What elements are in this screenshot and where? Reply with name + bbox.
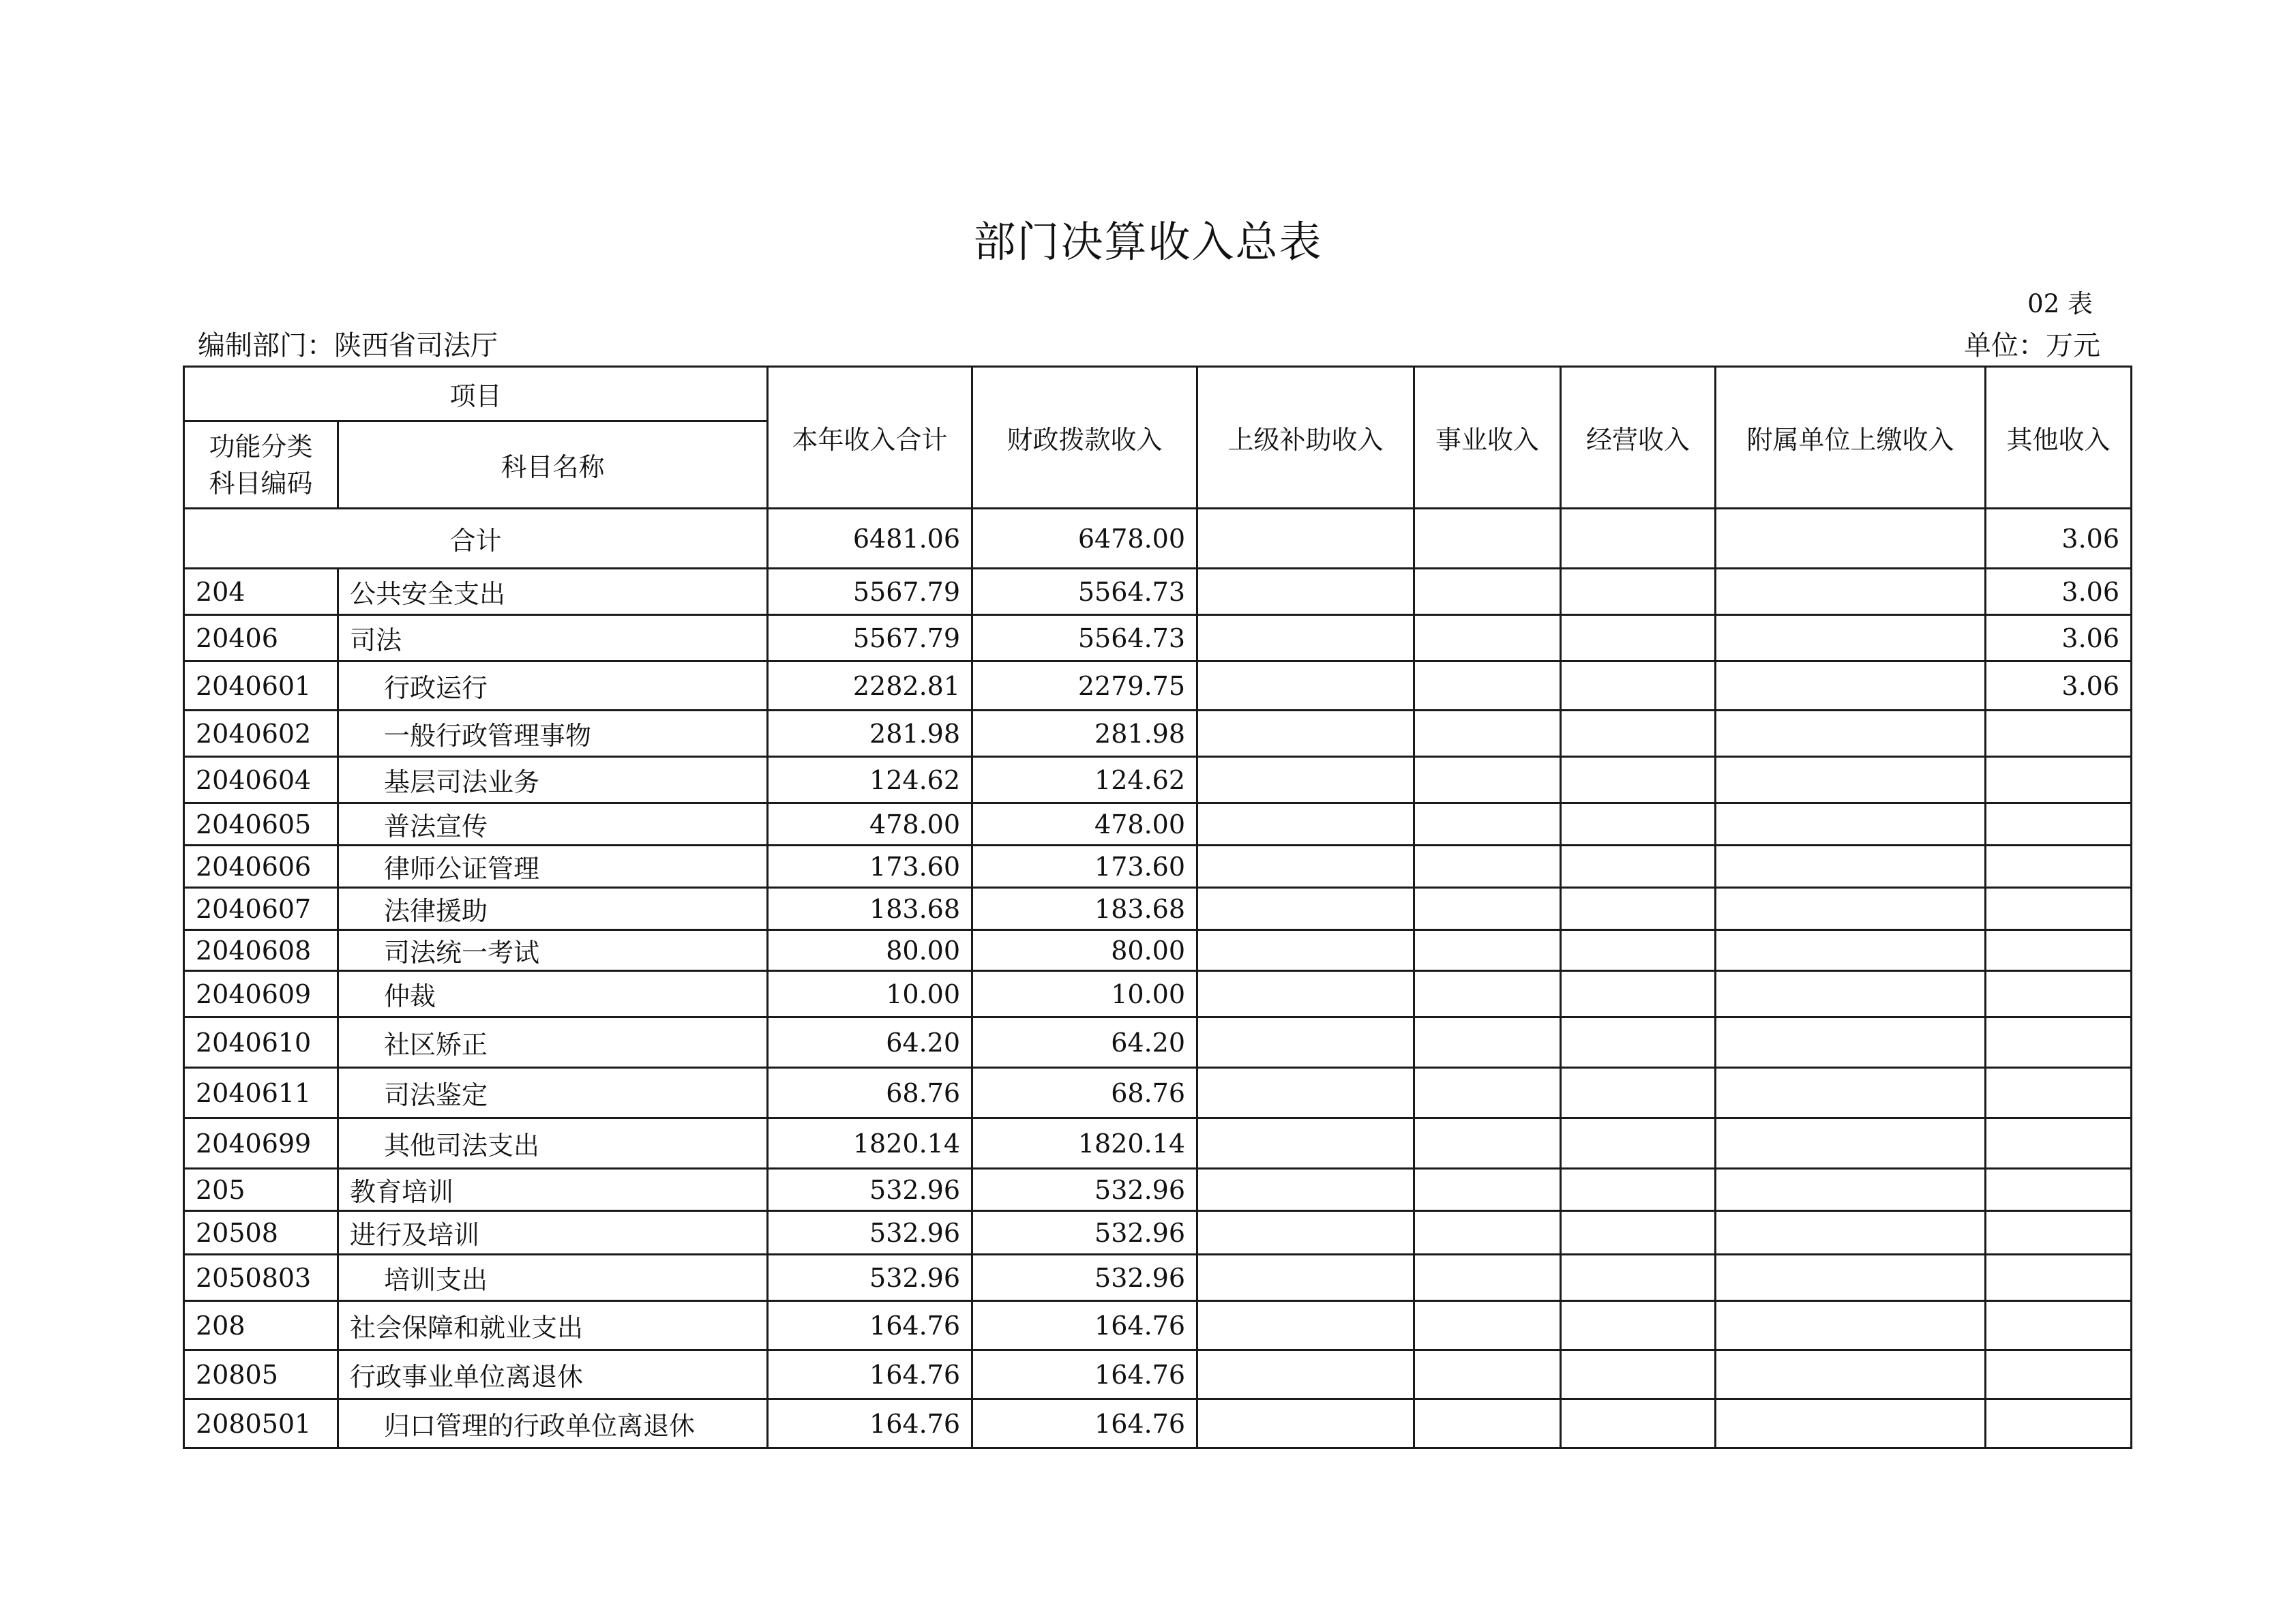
row-code: 2040602 — [184, 711, 338, 757]
row-name: 法律援助 — [338, 888, 768, 930]
unit-label: 单位：万元 — [1964, 330, 2100, 361]
row-cell — [1414, 971, 1561, 1017]
row-cell: 532.96 — [972, 1211, 1197, 1255]
row-cell — [1716, 1255, 1986, 1301]
row-cell — [1561, 615, 1716, 661]
header-subject-name: 科目名称 — [338, 421, 768, 509]
row-name: 进行及培训 — [338, 1211, 768, 1255]
row-cell: 532.96 — [768, 1211, 972, 1255]
row-cell: 164.76 — [972, 1350, 1197, 1399]
row-cell — [1197, 930, 1414, 971]
total-cell — [1414, 509, 1561, 569]
table-row — [184, 569, 2132, 615]
row-cell: 281.98 — [768, 711, 972, 757]
row-cell — [1561, 1255, 1716, 1301]
table-row — [184, 1017, 2132, 1068]
row-code: 2040601 — [184, 661, 338, 711]
total-row — [184, 509, 2132, 569]
row-cell — [1986, 1169, 2132, 1211]
row-code: 205 — [184, 1169, 338, 1211]
header-total-income: 本年收入合计 — [768, 367, 972, 509]
row-name: 社会保障和就业支出 — [338, 1301, 768, 1350]
row-cell — [1197, 1301, 1414, 1350]
row-cell — [1561, 1350, 1716, 1399]
row-cell — [1561, 1068, 1716, 1118]
row-cell — [1414, 661, 1561, 711]
table-row — [184, 1169, 2132, 1211]
row-cell — [1986, 1350, 2132, 1399]
row-cell — [1197, 803, 1414, 846]
row-cell — [1414, 1255, 1561, 1301]
total-cell — [1561, 509, 1716, 569]
row-cell — [1561, 757, 1716, 803]
table-row — [184, 803, 2132, 846]
row-cell: 532.96 — [972, 1255, 1197, 1301]
row-cell — [1716, 971, 1986, 1017]
row-name: 司法统一考试 — [338, 930, 768, 971]
total-cell — [1197, 509, 1414, 569]
row-cell: 5567.79 — [768, 569, 972, 615]
row-cell — [1197, 1169, 1414, 1211]
row-cell — [1561, 1169, 1716, 1211]
row-cell — [1197, 846, 1414, 888]
row-cell — [1414, 1118, 1561, 1169]
row-cell: 80.00 — [768, 930, 972, 971]
row-name: 其他司法支出 — [338, 1118, 768, 1169]
row-cell — [1716, 1301, 1986, 1350]
row-cell — [1197, 971, 1414, 1017]
row-code: 2050803 — [184, 1255, 338, 1301]
row-code: 2040605 — [184, 803, 338, 846]
row-code: 208 — [184, 1301, 338, 1350]
row-cell: 5564.73 — [972, 615, 1197, 661]
row-cell: 1820.14 — [972, 1118, 1197, 1169]
row-cell — [1986, 757, 2132, 803]
row-name: 一般行政管理事物 — [338, 711, 768, 757]
row-cell: 532.96 — [972, 1169, 1197, 1211]
row-name: 司法鉴定 — [338, 1068, 768, 1118]
row-code: 20406 — [184, 615, 338, 661]
row-cell — [1561, 569, 1716, 615]
row-cell: 532.96 — [768, 1169, 972, 1211]
row-cell — [1716, 569, 1986, 615]
row-cell — [1716, 888, 1986, 930]
table-number: 02 表 — [2027, 289, 2093, 318]
row-cell — [1197, 1399, 1414, 1448]
header-other-income: 其他收入 — [1986, 367, 2132, 509]
row-code: 2040604 — [184, 757, 338, 803]
table-row — [184, 971, 2132, 1017]
row-cell — [1986, 930, 2132, 971]
row-code: 2040610 — [184, 1017, 338, 1068]
row-cell — [1197, 1068, 1414, 1118]
row-cell — [1986, 1255, 2132, 1301]
table-row — [184, 1118, 2132, 1169]
row-cell — [1716, 1118, 1986, 1169]
row-cell: 5567.79 — [768, 615, 972, 661]
page-title: 部门决算收入总表 — [973, 217, 1323, 267]
row-cell: 80.00 — [972, 930, 1197, 971]
row-cell — [1716, 930, 1986, 971]
header-item: 项目 — [184, 367, 768, 421]
table-body — [184, 509, 2132, 1448]
row-name: 仲裁 — [338, 971, 768, 1017]
row-name: 社区矫正 — [338, 1017, 768, 1068]
row-cell — [1414, 711, 1561, 757]
row-cell — [1716, 757, 1986, 803]
row-cell — [1197, 757, 1414, 803]
table-row — [184, 757, 2132, 803]
row-cell: 3.06 — [1986, 615, 2132, 661]
row-cell — [1197, 1017, 1414, 1068]
row-cell — [1414, 1350, 1561, 1399]
row-cell — [1414, 1017, 1561, 1068]
row-cell — [1561, 846, 1716, 888]
row-cell — [1716, 615, 1986, 661]
row-cell: 10.00 — [972, 971, 1197, 1017]
total-cell: 3.06 — [1986, 509, 2132, 569]
row-code: 20508 — [184, 1211, 338, 1255]
row-code: 204 — [184, 569, 338, 615]
row-name: 普法宣传 — [338, 803, 768, 846]
row-name: 归口管理的行政单位离退休 — [338, 1399, 768, 1448]
row-cell — [1414, 1211, 1561, 1255]
row-code: 2040611 — [184, 1068, 338, 1118]
total-cell — [1716, 509, 1986, 569]
row-cell — [1986, 971, 2132, 1017]
row-cell — [1414, 846, 1561, 888]
row-cell: 478.00 — [768, 803, 972, 846]
row-code: 2040608 — [184, 930, 338, 971]
row-cell — [1197, 661, 1414, 711]
row-cell: 183.68 — [768, 888, 972, 930]
row-cell: 10.00 — [768, 971, 972, 1017]
row-cell — [1716, 661, 1986, 711]
row-cell — [1716, 846, 1986, 888]
row-cell: 173.60 — [768, 846, 972, 888]
row-name: 教育培训 — [338, 1169, 768, 1211]
table-row — [184, 1068, 2132, 1118]
row-cell — [1716, 1350, 1986, 1399]
row-cell — [1414, 1169, 1561, 1211]
row-cell — [1986, 1068, 2132, 1118]
header-function-code-line2: 科目编码 — [209, 468, 313, 498]
row-cell — [1414, 888, 1561, 930]
row-cell — [1986, 1017, 2132, 1068]
header-fiscal-appropriation: 财政拨款收入 — [972, 367, 1197, 509]
row-code: 20805 — [184, 1350, 338, 1399]
row-code: 2040606 — [184, 846, 338, 888]
row-cell: 281.98 — [972, 711, 1197, 757]
row-cell: 2282.81 — [768, 661, 972, 711]
header-superior-subsidy: 上级补助收入 — [1197, 367, 1414, 509]
row-name: 律师公证管理 — [338, 846, 768, 888]
row-cell: 164.76 — [768, 1350, 972, 1399]
row-cell — [1561, 971, 1716, 1017]
table-row — [184, 930, 2132, 971]
row-cell — [1197, 1255, 1414, 1301]
header-business-income: 事业收入 — [1414, 367, 1561, 509]
row-cell — [1414, 1301, 1561, 1350]
row-name: 行政运行 — [338, 661, 768, 711]
total-cell: 6481.06 — [768, 509, 972, 569]
row-cell: 5564.73 — [972, 569, 1197, 615]
row-cell — [1986, 1211, 2132, 1255]
row-cell — [1716, 1211, 1986, 1255]
row-cell — [1986, 1399, 2132, 1448]
row-cell — [1716, 1068, 1986, 1118]
row-cell — [1197, 1211, 1414, 1255]
table-row — [184, 1255, 2132, 1301]
row-cell: 68.76 — [768, 1068, 972, 1118]
table-row — [184, 846, 2132, 888]
row-cell — [1561, 930, 1716, 971]
table-row — [184, 711, 2132, 757]
header-function-code — [184, 421, 338, 509]
row-cell: 164.76 — [768, 1301, 972, 1350]
income-summary-table — [183, 366, 2132, 1449]
row-cell — [1561, 1301, 1716, 1350]
row-code: 2040699 — [184, 1118, 338, 1169]
row-code: 2040609 — [184, 971, 338, 1017]
row-cell — [1414, 1399, 1561, 1448]
table-row — [184, 1301, 2132, 1350]
row-cell: 183.68 — [972, 888, 1197, 930]
row-name: 行政事业单位离退休 — [338, 1350, 768, 1399]
row-cell — [1414, 615, 1561, 661]
row-cell — [1197, 569, 1414, 615]
row-cell: 64.20 — [972, 1017, 1197, 1068]
row-name: 公共安全支出 — [338, 569, 768, 615]
row-code: 2040607 — [184, 888, 338, 930]
total-label: 合计 — [184, 509, 768, 569]
row-cell: 164.76 — [972, 1301, 1197, 1350]
header-operating-income: 经营收入 — [1561, 367, 1716, 509]
row-cell — [1986, 803, 2132, 846]
row-cell: 478.00 — [972, 803, 1197, 846]
row-cell — [1197, 888, 1414, 930]
table-row — [184, 1350, 2132, 1399]
header-function-code-line1: 功能分类 — [209, 431, 313, 462]
row-cell — [1716, 1399, 1986, 1448]
row-cell: 124.62 — [768, 757, 972, 803]
row-cell — [1561, 1399, 1716, 1448]
table-row — [184, 661, 2132, 711]
row-cell — [1986, 711, 2132, 757]
row-cell — [1716, 1017, 1986, 1068]
row-cell — [1716, 1169, 1986, 1211]
row-cell: 3.06 — [1986, 661, 2132, 711]
row-cell: 164.76 — [972, 1399, 1197, 1448]
table-row — [184, 888, 2132, 930]
row-cell — [1561, 888, 1716, 930]
row-cell — [1561, 1211, 1716, 1255]
row-name: 培训支出 — [338, 1255, 768, 1301]
row-cell: 2279.75 — [972, 661, 1197, 711]
row-cell: 164.76 — [768, 1399, 972, 1448]
row-cell — [1197, 1350, 1414, 1399]
row-cell — [1716, 711, 1986, 757]
table-row — [184, 1399, 2132, 1448]
row-cell — [1561, 1118, 1716, 1169]
row-cell: 3.06 — [1986, 569, 2132, 615]
row-cell: 173.60 — [972, 846, 1197, 888]
row-cell — [1414, 803, 1561, 846]
table-row — [184, 615, 2132, 661]
row-cell: 532.96 — [768, 1255, 972, 1301]
row-name: 基层司法业务 — [338, 757, 768, 803]
row-cell — [1561, 661, 1716, 711]
row-cell — [1986, 1301, 2132, 1350]
row-cell — [1716, 803, 1986, 846]
row-cell — [1986, 888, 2132, 930]
row-cell — [1197, 615, 1414, 661]
row-cell — [1414, 757, 1561, 803]
row-cell — [1197, 711, 1414, 757]
row-name: 司法 — [338, 615, 768, 661]
row-cell — [1414, 930, 1561, 971]
row-cell — [1197, 1118, 1414, 1169]
row-cell — [1986, 1118, 2132, 1169]
department-label: 编制部门：陕西省司法厅 — [198, 330, 498, 361]
row-cell: 1820.14 — [768, 1118, 972, 1169]
table-row — [184, 1211, 2132, 1255]
row-cell: 68.76 — [972, 1068, 1197, 1118]
row-cell — [1561, 1017, 1716, 1068]
row-cell — [1414, 569, 1561, 615]
row-cell — [1561, 711, 1716, 757]
table-header — [184, 367, 2132, 509]
row-cell — [1414, 1068, 1561, 1118]
total-cell: 6478.00 — [972, 509, 1197, 569]
header-affiliated-unit-income: 附属单位上缴收入 — [1716, 367, 1986, 509]
row-cell: 64.20 — [768, 1017, 972, 1068]
row-cell: 124.62 — [972, 757, 1197, 803]
row-cell — [1561, 803, 1716, 846]
row-code: 2080501 — [184, 1399, 338, 1448]
row-cell — [1986, 846, 2132, 888]
